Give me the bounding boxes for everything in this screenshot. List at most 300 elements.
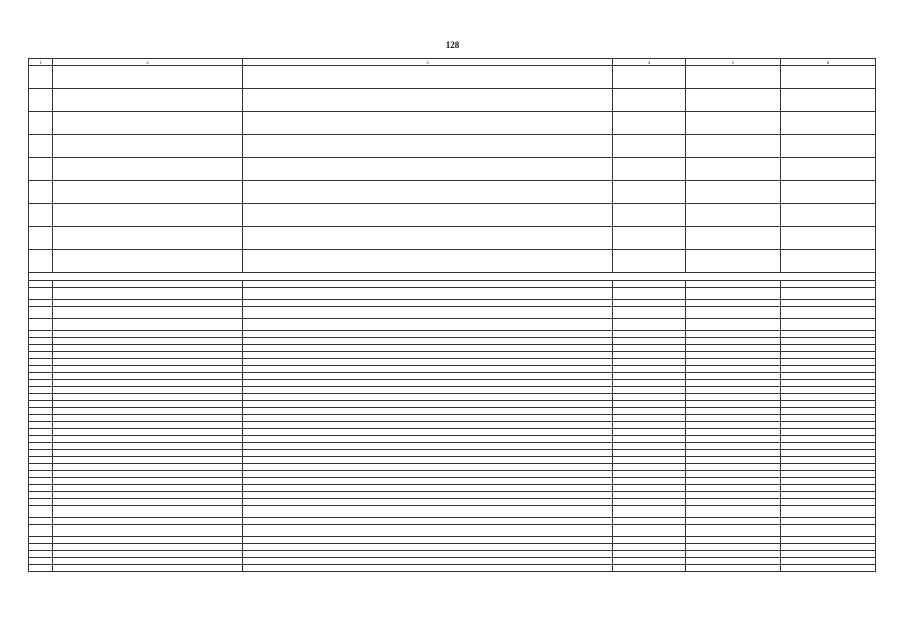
cell-period bbox=[613, 352, 686, 359]
cell-year bbox=[686, 338, 781, 345]
cell-period bbox=[613, 492, 686, 499]
cell-works bbox=[243, 300, 613, 307]
cell-works bbox=[243, 380, 613, 387]
cell-material bbox=[781, 506, 876, 518]
cell-year bbox=[686, 525, 781, 537]
cell-period bbox=[613, 359, 686, 366]
cell-works bbox=[243, 518, 613, 525]
column-header: 6 bbox=[781, 59, 876, 66]
table-row bbox=[29, 352, 876, 359]
cell-period bbox=[613, 471, 686, 478]
cell-n bbox=[29, 518, 53, 525]
cell-period bbox=[613, 307, 686, 319]
cell-n bbox=[29, 319, 53, 331]
cell-material bbox=[781, 181, 876, 204]
table-row bbox=[29, 300, 876, 307]
cell-n bbox=[29, 485, 53, 492]
cell-period bbox=[613, 135, 686, 158]
cell-works bbox=[243, 250, 613, 273]
table-row bbox=[29, 450, 876, 457]
table-row bbox=[29, 478, 876, 485]
cell-n bbox=[29, 345, 53, 352]
cell-year bbox=[686, 380, 781, 387]
cell-year bbox=[686, 401, 781, 408]
cell-material bbox=[781, 345, 876, 352]
cell-address bbox=[53, 307, 243, 319]
cell-year bbox=[686, 443, 781, 450]
cell-works bbox=[243, 359, 613, 366]
table-row bbox=[29, 565, 876, 572]
cell-year bbox=[686, 281, 781, 288]
table-row bbox=[29, 415, 876, 422]
cell-year bbox=[686, 408, 781, 415]
cell-period bbox=[613, 281, 686, 288]
cell-material bbox=[781, 401, 876, 408]
cell-material bbox=[781, 436, 876, 443]
cell-period bbox=[613, 422, 686, 429]
cell-works bbox=[243, 525, 613, 537]
cell-n bbox=[29, 551, 53, 558]
cell-year bbox=[686, 181, 781, 204]
cell-period bbox=[613, 112, 686, 135]
cell-works bbox=[243, 415, 613, 422]
cell-address bbox=[53, 380, 243, 387]
cell-material bbox=[781, 525, 876, 537]
cell-period bbox=[613, 181, 686, 204]
cell-period bbox=[613, 457, 686, 464]
cell-year bbox=[686, 89, 781, 112]
cell-works bbox=[243, 331, 613, 338]
cell-n bbox=[29, 450, 53, 457]
cell-address bbox=[53, 558, 243, 565]
cell-year bbox=[686, 450, 781, 457]
cell-n bbox=[29, 443, 53, 450]
cell-works bbox=[243, 338, 613, 345]
section-heading bbox=[29, 273, 876, 281]
cell-material bbox=[781, 300, 876, 307]
header-row bbox=[29, 59, 876, 66]
cell-year bbox=[686, 352, 781, 359]
cell-year bbox=[686, 288, 781, 300]
cell-year bbox=[686, 565, 781, 572]
cell-address bbox=[53, 135, 243, 158]
cell-n bbox=[29, 338, 53, 345]
table-row bbox=[29, 359, 876, 366]
cell-works bbox=[243, 387, 613, 394]
cell-address bbox=[53, 331, 243, 338]
column-header: 4 bbox=[613, 59, 686, 66]
cell-period bbox=[613, 204, 686, 227]
cell-n bbox=[29, 464, 53, 471]
table-row bbox=[29, 158, 876, 181]
cell-n bbox=[29, 436, 53, 443]
table-row bbox=[29, 288, 876, 300]
cell-works bbox=[243, 422, 613, 429]
table-body-upper bbox=[29, 66, 876, 273]
cell-n bbox=[29, 499, 53, 506]
document-table bbox=[28, 58, 876, 572]
cell-works bbox=[243, 450, 613, 457]
cell-year bbox=[686, 471, 781, 478]
cell-n bbox=[29, 250, 53, 273]
column-header: 1 bbox=[29, 59, 53, 66]
cell-works bbox=[243, 345, 613, 352]
cell-address bbox=[53, 89, 243, 112]
cell-address bbox=[53, 457, 243, 464]
cell-n bbox=[29, 394, 53, 401]
cell-material bbox=[781, 250, 876, 273]
cell-year bbox=[686, 558, 781, 565]
cell-period bbox=[613, 387, 686, 394]
table-row bbox=[29, 537, 876, 544]
table-row bbox=[29, 135, 876, 158]
table-row bbox=[29, 387, 876, 394]
cell-period bbox=[613, 415, 686, 422]
table-row bbox=[29, 471, 876, 478]
cell-period bbox=[613, 89, 686, 112]
cell-works bbox=[243, 288, 613, 300]
cell-period bbox=[613, 366, 686, 373]
cell-n bbox=[29, 380, 53, 387]
cell-year bbox=[686, 544, 781, 551]
table-row bbox=[29, 485, 876, 492]
cell-material bbox=[781, 112, 876, 135]
cell-works bbox=[243, 537, 613, 544]
cell-year bbox=[686, 551, 781, 558]
cell-material bbox=[781, 558, 876, 565]
cell-works bbox=[243, 457, 613, 464]
cell-material bbox=[781, 281, 876, 288]
cell-works bbox=[243, 394, 613, 401]
table-row bbox=[29, 457, 876, 464]
cell-period bbox=[613, 331, 686, 338]
cell-n bbox=[29, 288, 53, 300]
cell-n bbox=[29, 135, 53, 158]
cell-year bbox=[686, 518, 781, 525]
cell-address bbox=[53, 227, 243, 250]
table-row bbox=[29, 345, 876, 352]
cell-period bbox=[613, 525, 686, 537]
cell-address bbox=[53, 158, 243, 181]
cell-period bbox=[613, 227, 686, 250]
cell-address bbox=[53, 387, 243, 394]
cell-n bbox=[29, 401, 53, 408]
table-row bbox=[29, 422, 876, 429]
cell-period bbox=[613, 518, 686, 525]
cell-year bbox=[686, 319, 781, 331]
cell-year bbox=[686, 307, 781, 319]
cell-material bbox=[781, 471, 876, 478]
cell-address bbox=[53, 250, 243, 273]
cell-year bbox=[686, 415, 781, 422]
cell-address bbox=[53, 537, 243, 544]
cell-year bbox=[686, 457, 781, 464]
table-row bbox=[29, 558, 876, 565]
cell-n bbox=[29, 89, 53, 112]
cell-address bbox=[53, 485, 243, 492]
cell-works bbox=[243, 66, 613, 89]
cell-period bbox=[613, 558, 686, 565]
cell-works bbox=[243, 319, 613, 331]
cell-works bbox=[243, 485, 613, 492]
cell-address bbox=[53, 492, 243, 499]
table-row bbox=[29, 181, 876, 204]
table-row bbox=[29, 544, 876, 551]
cell-address bbox=[53, 464, 243, 471]
cell-n bbox=[29, 565, 53, 572]
cell-period bbox=[613, 408, 686, 415]
cell-year bbox=[686, 506, 781, 518]
cell-year bbox=[686, 422, 781, 429]
cell-address bbox=[53, 525, 243, 537]
cell-year bbox=[686, 345, 781, 352]
cell-n bbox=[29, 281, 53, 288]
cell-material bbox=[781, 443, 876, 450]
cell-works bbox=[243, 307, 613, 319]
page-number: 128 bbox=[445, 40, 460, 50]
cell-year bbox=[686, 387, 781, 394]
cell-n bbox=[29, 227, 53, 250]
cell-n bbox=[29, 66, 53, 89]
cell-period bbox=[613, 450, 686, 457]
cell-n bbox=[29, 478, 53, 485]
cell-year bbox=[686, 436, 781, 443]
cell-year bbox=[686, 537, 781, 544]
cell-address bbox=[53, 422, 243, 429]
cell-period bbox=[613, 338, 686, 345]
table-row bbox=[29, 331, 876, 338]
cell-address bbox=[53, 443, 243, 450]
cell-year bbox=[686, 373, 781, 380]
cell-period bbox=[613, 478, 686, 485]
table-row bbox=[29, 281, 876, 288]
cell-address bbox=[53, 429, 243, 436]
cell-address bbox=[53, 415, 243, 422]
table-row bbox=[29, 551, 876, 558]
cell-year bbox=[686, 478, 781, 485]
cell-year bbox=[686, 499, 781, 506]
cell-n bbox=[29, 492, 53, 499]
cell-material bbox=[781, 366, 876, 373]
cell-material bbox=[781, 544, 876, 551]
cell-material bbox=[781, 415, 876, 422]
cell-n bbox=[29, 506, 53, 518]
cell-n bbox=[29, 537, 53, 544]
cell-works bbox=[243, 366, 613, 373]
table-row bbox=[29, 436, 876, 443]
cell-period bbox=[613, 345, 686, 352]
cell-material bbox=[781, 373, 876, 380]
cell-n bbox=[29, 352, 53, 359]
cell-address bbox=[53, 281, 243, 288]
cell-works bbox=[243, 558, 613, 565]
table-row bbox=[29, 499, 876, 506]
cell-n bbox=[29, 373, 53, 380]
cell-works bbox=[243, 112, 613, 135]
cell-year bbox=[686, 464, 781, 471]
cell-address bbox=[53, 544, 243, 551]
cell-works bbox=[243, 181, 613, 204]
cell-material bbox=[781, 307, 876, 319]
cell-period bbox=[613, 544, 686, 551]
table-row bbox=[29, 518, 876, 525]
cell-period bbox=[613, 506, 686, 518]
cell-material bbox=[781, 387, 876, 394]
cell-period bbox=[613, 485, 686, 492]
cell-works bbox=[243, 89, 613, 112]
cell-material bbox=[781, 429, 876, 436]
cell-address bbox=[53, 359, 243, 366]
cell-year bbox=[686, 359, 781, 366]
cell-material bbox=[781, 565, 876, 572]
cell-n bbox=[29, 359, 53, 366]
cell-n bbox=[29, 112, 53, 135]
cell-material bbox=[781, 518, 876, 525]
table-row bbox=[29, 112, 876, 135]
cell-n bbox=[29, 331, 53, 338]
cell-material bbox=[781, 158, 876, 181]
cell-address bbox=[53, 436, 243, 443]
column-header: 2 bbox=[53, 59, 243, 66]
table-row bbox=[29, 429, 876, 436]
cell-address bbox=[53, 565, 243, 572]
table-row bbox=[29, 492, 876, 499]
table-row bbox=[29, 401, 876, 408]
cell-year bbox=[686, 250, 781, 273]
cell-works bbox=[243, 158, 613, 181]
cell-address bbox=[53, 366, 243, 373]
table-row bbox=[29, 408, 876, 415]
table-row bbox=[29, 394, 876, 401]
cell-period bbox=[613, 436, 686, 443]
cell-year bbox=[686, 227, 781, 250]
cell-works bbox=[243, 464, 613, 471]
cell-works bbox=[243, 471, 613, 478]
cell-n bbox=[29, 415, 53, 422]
cell-year bbox=[686, 66, 781, 89]
cell-material bbox=[781, 331, 876, 338]
cell-material bbox=[781, 464, 876, 471]
cell-works bbox=[243, 281, 613, 288]
cell-period bbox=[613, 250, 686, 273]
table-row bbox=[29, 204, 876, 227]
cell-works bbox=[243, 551, 613, 558]
cell-period bbox=[613, 319, 686, 331]
cell-n bbox=[29, 387, 53, 394]
cell-period bbox=[613, 443, 686, 450]
cell-address bbox=[53, 471, 243, 478]
cell-works bbox=[243, 499, 613, 506]
cell-n bbox=[29, 471, 53, 478]
cell-n bbox=[29, 558, 53, 565]
cell-n bbox=[29, 408, 53, 415]
cell-address bbox=[53, 300, 243, 307]
table-row bbox=[29, 464, 876, 471]
cell-period bbox=[613, 300, 686, 307]
cell-address bbox=[53, 551, 243, 558]
cell-address bbox=[53, 66, 243, 89]
cell-material bbox=[781, 338, 876, 345]
cell-material bbox=[781, 499, 876, 506]
cell-material bbox=[781, 478, 876, 485]
cell-address bbox=[53, 345, 243, 352]
cell-period bbox=[613, 401, 686, 408]
cell-period bbox=[613, 394, 686, 401]
cell-period bbox=[613, 288, 686, 300]
cell-material bbox=[781, 537, 876, 544]
cell-year bbox=[686, 135, 781, 158]
cell-material bbox=[781, 450, 876, 457]
cell-address bbox=[53, 204, 243, 227]
cell-address bbox=[53, 288, 243, 300]
cell-period bbox=[613, 66, 686, 89]
cell-n bbox=[29, 457, 53, 464]
cell-material bbox=[781, 551, 876, 558]
cell-address bbox=[53, 394, 243, 401]
cell-n bbox=[29, 204, 53, 227]
cell-works bbox=[243, 443, 613, 450]
cell-works bbox=[243, 401, 613, 408]
cell-material bbox=[781, 380, 876, 387]
table-row bbox=[29, 227, 876, 250]
cell-n bbox=[29, 307, 53, 319]
cell-n bbox=[29, 525, 53, 537]
table-row bbox=[29, 373, 876, 380]
cell-year bbox=[686, 300, 781, 307]
cell-year bbox=[686, 331, 781, 338]
cell-address bbox=[53, 518, 243, 525]
table-row bbox=[29, 338, 876, 345]
table-row bbox=[29, 307, 876, 319]
cell-address bbox=[53, 319, 243, 331]
cell-year bbox=[686, 158, 781, 181]
table-row bbox=[29, 506, 876, 518]
cell-year bbox=[686, 204, 781, 227]
cell-works bbox=[243, 373, 613, 380]
table-row bbox=[29, 89, 876, 112]
cell-year bbox=[686, 112, 781, 135]
cell-n bbox=[29, 429, 53, 436]
cell-address bbox=[53, 506, 243, 518]
cell-works bbox=[243, 492, 613, 499]
cell-period bbox=[613, 537, 686, 544]
cell-address bbox=[53, 401, 243, 408]
cell-material bbox=[781, 422, 876, 429]
cell-material bbox=[781, 319, 876, 331]
cell-material bbox=[781, 66, 876, 89]
cell-works bbox=[243, 227, 613, 250]
table-body-lower bbox=[29, 281, 876, 572]
cell-material bbox=[781, 359, 876, 366]
cell-address bbox=[53, 373, 243, 380]
cell-year bbox=[686, 366, 781, 373]
section-heading-row bbox=[29, 273, 876, 281]
cell-address bbox=[53, 450, 243, 457]
cell-address bbox=[53, 352, 243, 359]
cell-address bbox=[53, 181, 243, 204]
cell-material bbox=[781, 352, 876, 359]
cell-material bbox=[781, 204, 876, 227]
table-row bbox=[29, 380, 876, 387]
cell-year bbox=[686, 492, 781, 499]
table-row bbox=[29, 66, 876, 89]
column-header: 3 bbox=[243, 59, 613, 66]
cell-material bbox=[781, 408, 876, 415]
cell-material bbox=[781, 89, 876, 112]
cell-period bbox=[613, 499, 686, 506]
cell-period bbox=[613, 373, 686, 380]
cell-address bbox=[53, 478, 243, 485]
